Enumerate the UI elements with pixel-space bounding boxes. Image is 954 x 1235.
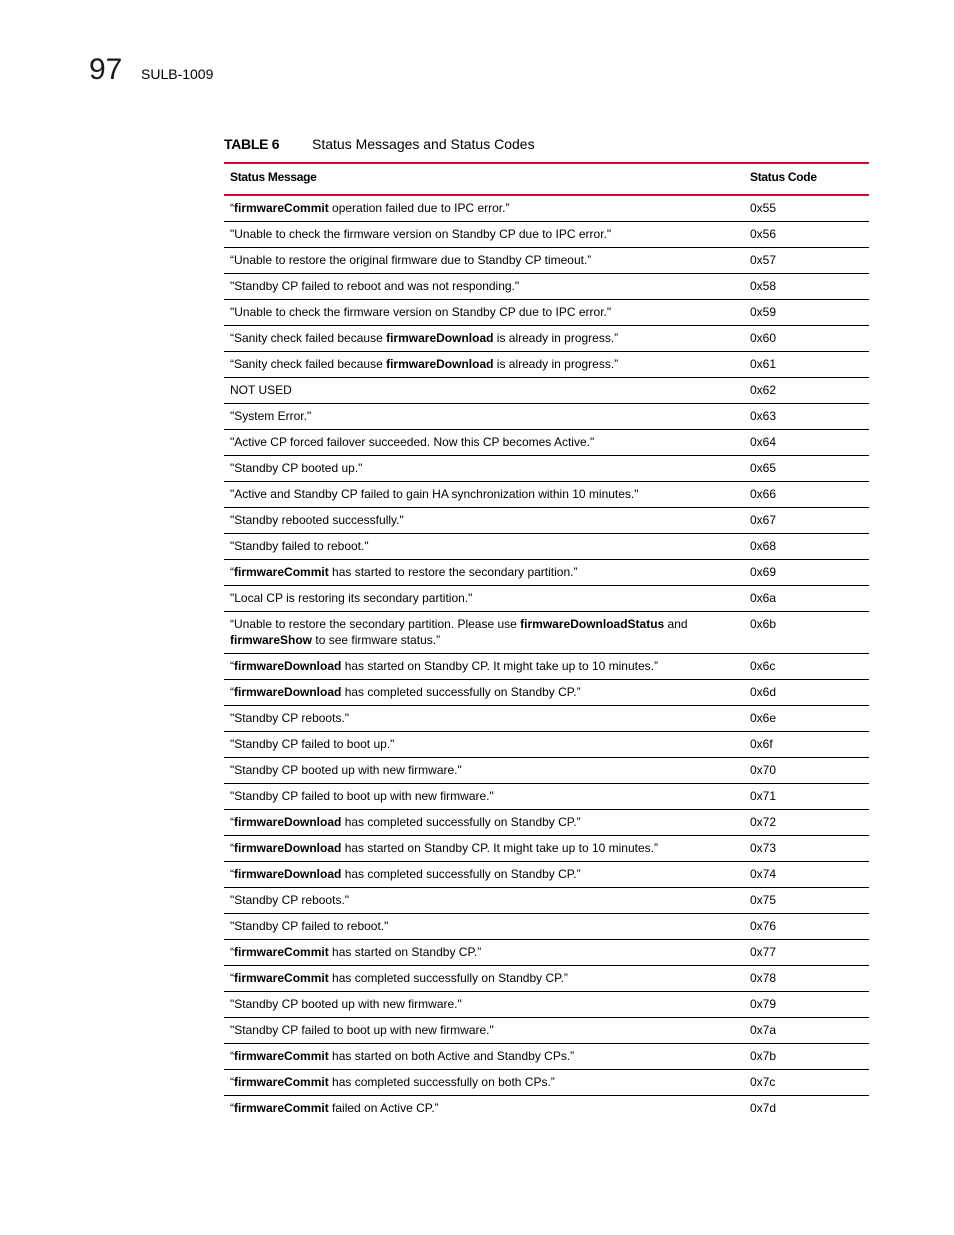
message-text: has started on both Active and Standby CPs.”	[328, 1049, 575, 1063]
status-code-cell: 0x57	[744, 248, 869, 274]
command-name: firmwareDownload	[234, 815, 342, 829]
status-code-cell: 0x76	[744, 914, 869, 940]
table-row	[224, 654, 869, 680]
table-row	[224, 404, 869, 430]
message-text: “	[230, 945, 234, 959]
status-message-cell	[224, 940, 744, 966]
table-row	[224, 836, 869, 862]
message-text: "Active CP forced failover succeeded. Now this CP becomes Active."	[230, 435, 595, 449]
message-text: "Local CP is restoring its secondary partition."	[230, 591, 473, 605]
status-message-cell	[224, 914, 744, 940]
status-code-cell: 0x72	[744, 810, 869, 836]
status-code-cell: 0x7d	[750, 1101, 777, 1115]
message-text: “	[230, 1049, 234, 1063]
table-row	[224, 508, 869, 534]
status-message-cell	[224, 810, 744, 836]
column-header-status-code: Status Code	[744, 163, 869, 195]
status-code-cell: 0x7a	[744, 1018, 869, 1044]
table-row	[224, 352, 869, 378]
command-name: firmwareCommit	[234, 1049, 329, 1063]
status-message-cell	[224, 1044, 744, 1070]
status-message-cell	[224, 1018, 744, 1044]
status-code-cell: 0x6a	[744, 586, 869, 612]
table-row	[224, 680, 869, 706]
message-text: and	[664, 617, 688, 631]
message-text: “Unable to restore the original firmware due to Standby CP timeout.”	[230, 253, 592, 267]
message-text: "Standby CP failed to reboot."	[230, 919, 389, 933]
message-text: “	[230, 685, 234, 699]
message-text: to see firmware status.”	[312, 633, 441, 647]
table-row	[224, 732, 869, 758]
message-text: "Unable to check the firmware version on Standby CP due to IPC error."	[230, 305, 612, 319]
command-name: firmwareShow	[230, 633, 313, 647]
table-row	[224, 274, 869, 300]
message-text: is already in progress.”	[493, 331, 619, 345]
status-code-cell: 0x7c	[744, 1070, 869, 1096]
message-text: “	[230, 659, 234, 673]
status-code-cell: 0x75	[744, 888, 869, 914]
table-title: Status Messages and Status Codes	[312, 136, 535, 152]
table-row	[224, 326, 869, 352]
command-name: firmwareCommit	[234, 945, 329, 959]
status-code-cell: 0x64	[744, 430, 869, 456]
status-message-cell	[224, 966, 744, 992]
status-code-cell: 0x67	[744, 508, 869, 534]
message-text: "Standby CP booted up."	[230, 461, 363, 475]
status-message-cell	[224, 1070, 744, 1096]
message-text: “	[230, 867, 234, 881]
status-message-cell	[224, 992, 744, 1018]
message-text: "Standby failed to reboot."	[230, 539, 369, 553]
message-text: “	[230, 971, 234, 985]
message-text: "System Error."	[230, 409, 312, 423]
table-row	[224, 914, 869, 940]
status-message-cell	[224, 378, 744, 404]
message-text: "Standby CP reboots."	[230, 893, 350, 907]
message-text: "Standby CP failed to boot up with new firmware."	[230, 1023, 494, 1037]
message-text: has started on Standby CP. It might take up to 10 minutes.”	[341, 659, 658, 673]
status-code-cell: 0x74	[744, 862, 869, 888]
status-code-cell: 0x68	[744, 534, 869, 560]
command-name: firmwareDownload	[234, 659, 342, 673]
table-row	[224, 888, 869, 914]
table-row	[224, 560, 869, 586]
document-id: SULB-1009	[141, 66, 214, 82]
status-message-cell	[224, 784, 744, 810]
message-text: "Active and Standby CP failed to gain HA synchronization within 10 minutes."	[230, 487, 639, 501]
status-message-cell	[224, 195, 744, 222]
status-message-cell	[224, 836, 744, 862]
status-code-cell: 0x6b	[744, 612, 869, 654]
status-code-cell: 0x79	[744, 992, 869, 1018]
status-code-cell: 0x66	[744, 482, 869, 508]
status-message-cell	[224, 680, 744, 706]
status-message-cell	[224, 862, 744, 888]
message-text: has started on Standby CP. It might take up to 10 minutes.”	[341, 841, 658, 855]
status-message-cell	[224, 274, 744, 300]
status-code-cell: 0x78	[744, 966, 869, 992]
status-code-cell: 0x56	[744, 222, 869, 248]
status-code-cell: 0x77	[744, 940, 869, 966]
status-code-cell: 0x70	[744, 758, 869, 784]
command-name: firmwareCommit	[234, 1101, 329, 1115]
page-number: 97	[89, 53, 123, 86]
table-row	[224, 248, 869, 274]
table-row	[224, 1044, 869, 1070]
table-header-row	[224, 163, 869, 195]
status-message-cell	[224, 534, 744, 560]
status-code-cell: 0x6e	[744, 706, 869, 732]
message-text: “	[230, 1101, 234, 1115]
message-text: “	[230, 815, 234, 829]
command-name: firmwareDownload	[234, 867, 342, 881]
status-message-cell	[224, 586, 744, 612]
status-message-cell	[224, 404, 744, 430]
status-message-cell	[224, 430, 744, 456]
table-row	[224, 810, 869, 836]
message-text: has started to restore the secondary partition.”	[328, 565, 578, 579]
table-row	[224, 992, 869, 1018]
status-message-cell	[224, 758, 744, 784]
command-name: firmwareCommit	[234, 971, 329, 985]
message-text: “	[230, 1075, 234, 1089]
status-table	[224, 162, 869, 1121]
message-text: NOT USED	[230, 383, 292, 397]
status-message-cell	[224, 560, 744, 586]
table-label: TABLE 6	[224, 136, 280, 152]
status-message-cell	[224, 508, 744, 534]
message-text: "Standby CP booted up with new firmware."	[230, 997, 462, 1011]
status-message-cell	[224, 1096, 744, 1122]
command-name: firmwareCommit	[234, 201, 329, 215]
message-text: “	[230, 841, 234, 855]
message-text: has completed successfully on Standby CP.”	[341, 815, 581, 829]
message-text: has completed successfully on Standby CP.”	[341, 685, 581, 699]
command-name: firmwareCommit	[234, 1075, 329, 1089]
table-row	[224, 482, 869, 508]
command-name: firmwareDownload	[234, 841, 342, 855]
table-row	[224, 195, 869, 222]
message-text: failed on Active CP.”	[328, 1101, 439, 1115]
message-text: "Standby CP reboots."	[230, 711, 350, 725]
message-text: has completed successfully on Standby CP.”	[328, 971, 568, 985]
table-row	[224, 784, 869, 810]
command-name: firmwareCommit	[234, 565, 329, 579]
table-row	[224, 862, 869, 888]
table-row	[224, 456, 869, 482]
table-row	[224, 940, 869, 966]
status-code-cell: 0x63	[744, 404, 869, 430]
status-message-cell	[224, 482, 744, 508]
table-row	[224, 378, 869, 404]
message-text: "Standby CP failed to boot up with new firmware."	[230, 789, 494, 803]
status-message-cell	[224, 326, 744, 352]
table-row	[224, 300, 869, 326]
message-text: "Standby rebooted successfully."	[230, 513, 404, 527]
message-text: "Standby CP booted up with new firmware."	[230, 763, 462, 777]
table-row	[224, 966, 869, 992]
status-code-cell: 0x55	[744, 195, 869, 222]
message-text: “	[230, 201, 234, 215]
message-text: "Standby CP failed to reboot and was not responding."	[230, 279, 520, 293]
table-caption	[224, 135, 535, 153]
message-text: “	[230, 565, 234, 579]
table-row	[224, 430, 869, 456]
status-code-cell: 0x59	[744, 300, 869, 326]
command-name: firmwareDownload	[386, 331, 494, 345]
table-body	[224, 195, 869, 1121]
table-row	[224, 586, 869, 612]
table-row	[224, 1018, 869, 1044]
status-code-cell: 0x71	[744, 784, 869, 810]
command-name: firmwareDownload	[386, 357, 494, 371]
table-row	[224, 1070, 869, 1096]
column-header-status-message: Status Message	[224, 163, 744, 195]
status-code-cell: 0x62	[744, 378, 869, 404]
message-text: "Standby CP failed to boot up."	[230, 737, 395, 751]
status-code-cell: 0x65	[744, 456, 869, 482]
status-message-cell	[224, 456, 744, 482]
message-text: “Sanity check failed because	[230, 357, 387, 371]
status-code-cell: 0x60	[744, 326, 869, 352]
status-message-cell	[224, 222, 744, 248]
status-message-cell	[224, 888, 744, 914]
table-row	[224, 222, 869, 248]
status-code-cell: 0x58	[744, 274, 869, 300]
message-text: “Sanity check failed because	[230, 331, 387, 345]
message-text: is already in progress.”	[493, 357, 619, 371]
message-text: "Unable to check the firmware version on Standby CP due to IPC error."	[230, 227, 612, 241]
table-row	[224, 534, 869, 560]
status-code-cell: 0x73	[744, 836, 869, 862]
status-code-cell: 0x69	[744, 560, 869, 586]
message-text: has started on Standby CP.”	[328, 945, 482, 959]
status-code-cell: 0x61	[744, 352, 869, 378]
status-message-cell	[224, 654, 744, 680]
status-message-cell	[224, 300, 744, 326]
status-code-cell: 0x6c	[744, 654, 869, 680]
table-row	[224, 706, 869, 732]
table-row	[224, 1096, 869, 1122]
message-text: has completed successfully on both CPs.”	[328, 1075, 555, 1089]
status-message-cell	[224, 732, 744, 758]
status-message-cell	[224, 706, 744, 732]
command-name: firmwareDownloadStatus	[520, 617, 665, 631]
command-name: firmwareDownload	[234, 685, 342, 699]
status-code-cell: 0x6f	[744, 732, 869, 758]
message-text: has completed successfully on Standby CP.”	[341, 867, 581, 881]
message-text: operation failed due to IPC error.”	[328, 201, 510, 215]
status-code-cell: 0x7b	[744, 1044, 869, 1070]
message-text: “Unable to restore the secondary partition. Please use	[230, 617, 521, 631]
status-message-cell	[224, 612, 744, 654]
status-code-cell: 0x6d	[744, 680, 869, 706]
status-message-cell	[224, 352, 744, 378]
status-message-cell	[224, 248, 744, 274]
table-row	[224, 612, 869, 654]
table-row	[224, 758, 869, 784]
